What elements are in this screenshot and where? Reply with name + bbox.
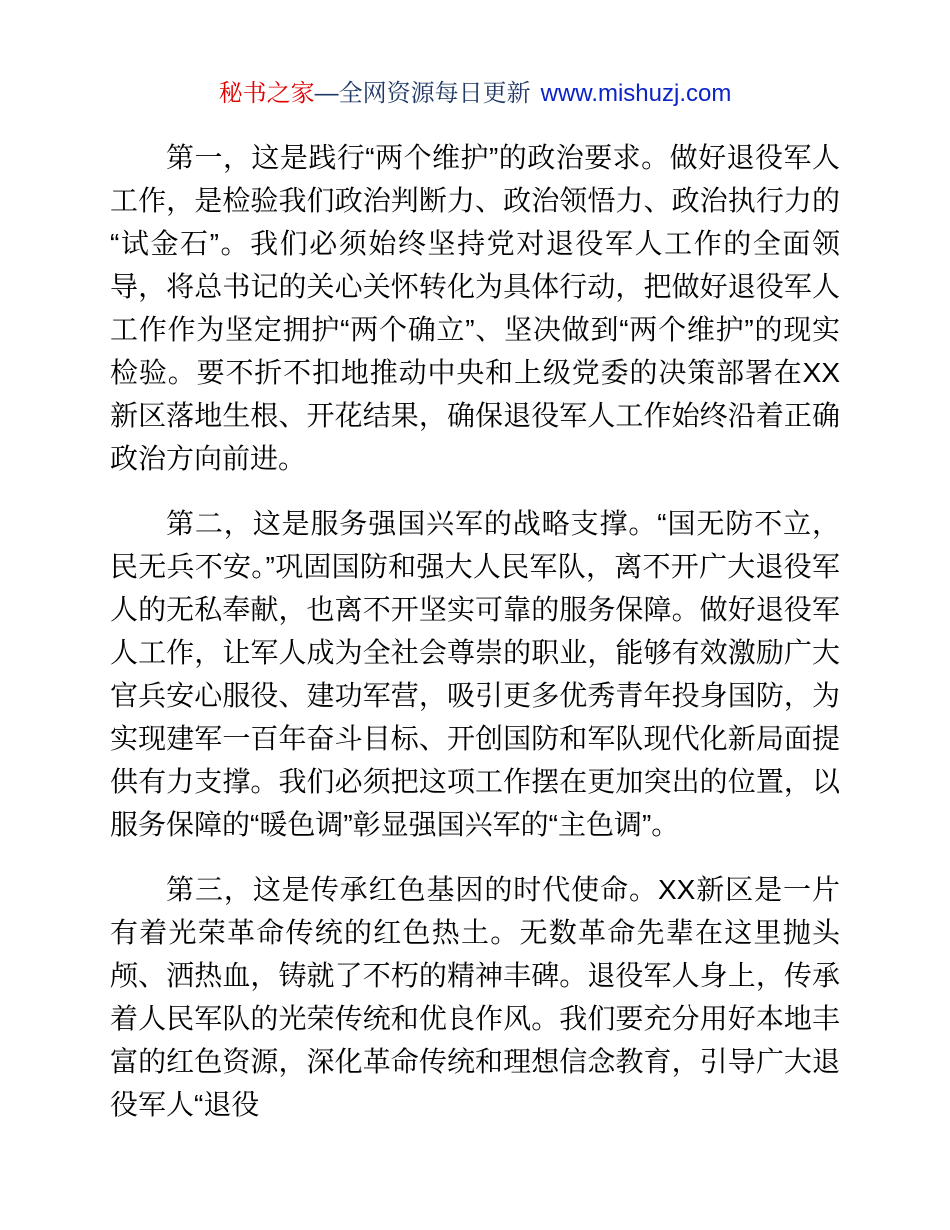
site-name: 秘书之家	[218, 80, 315, 107]
site-header	[110, 78, 840, 110]
document-body	[110, 136, 840, 1126]
site-url-link[interactable]: www.mishuzj.com	[540, 80, 732, 107]
paragraph-third-point: 第三，这是传承红色基因的时代使命。XX新区是一片有着光荣革命传统的红色热土。无数革命先辈在这里抛头颅、洒热血，铸就了不朽的精神丰碑。退役军人身上，传承着人民军队的光荣传统和优良作风。我们要充分用好本地丰富的红色资源，深化革命传统和理想信念教育，引导广大退役军人“退役	[110, 874, 840, 1120]
site-tagline: —全网资源每日更新	[314, 80, 531, 107]
paragraph-first-point: 第一，这是践行“两个维护”的政治要求。做好退役军人工作，是检验我们政治判断力、政治领悟力、政治执行力的“试金石”。我们必须始终坚持党对退役军人工作的全面领导，将总书记的关心关怀转化为具体行动，把做好退役军人工作作为坚定拥护“两个确立”、坚决做到“两个维护”的现实检验。要不折不扣地推动中央和上级党委的决策部署在XX新区落地生根、开花结果，确保退役军人工作始终沿着正确政治方向前进。	[110, 142, 840, 474]
paragraph-second-point: 第二，这是服务强国兴军的战略支撑。“国无防不立，民无兵不安。”巩固国防和强大人民军队，离不开广大退役军人的无私奉献，也离不开坚实可靠的服务保障。做好退役军人工作，让军人成为全社会尊崇的职业，能够有效激励广大官兵安心服役、建功军营，吸引更多优秀青年投身国防，为实现建军一百年奋斗目标、开创国防和军队现代化新局面提供有力支撑。我们必须把这项工作摆在更加突出的位置，以服务保障的“暖色调”彰显强国兴军的“主色调”。	[110, 508, 840, 840]
